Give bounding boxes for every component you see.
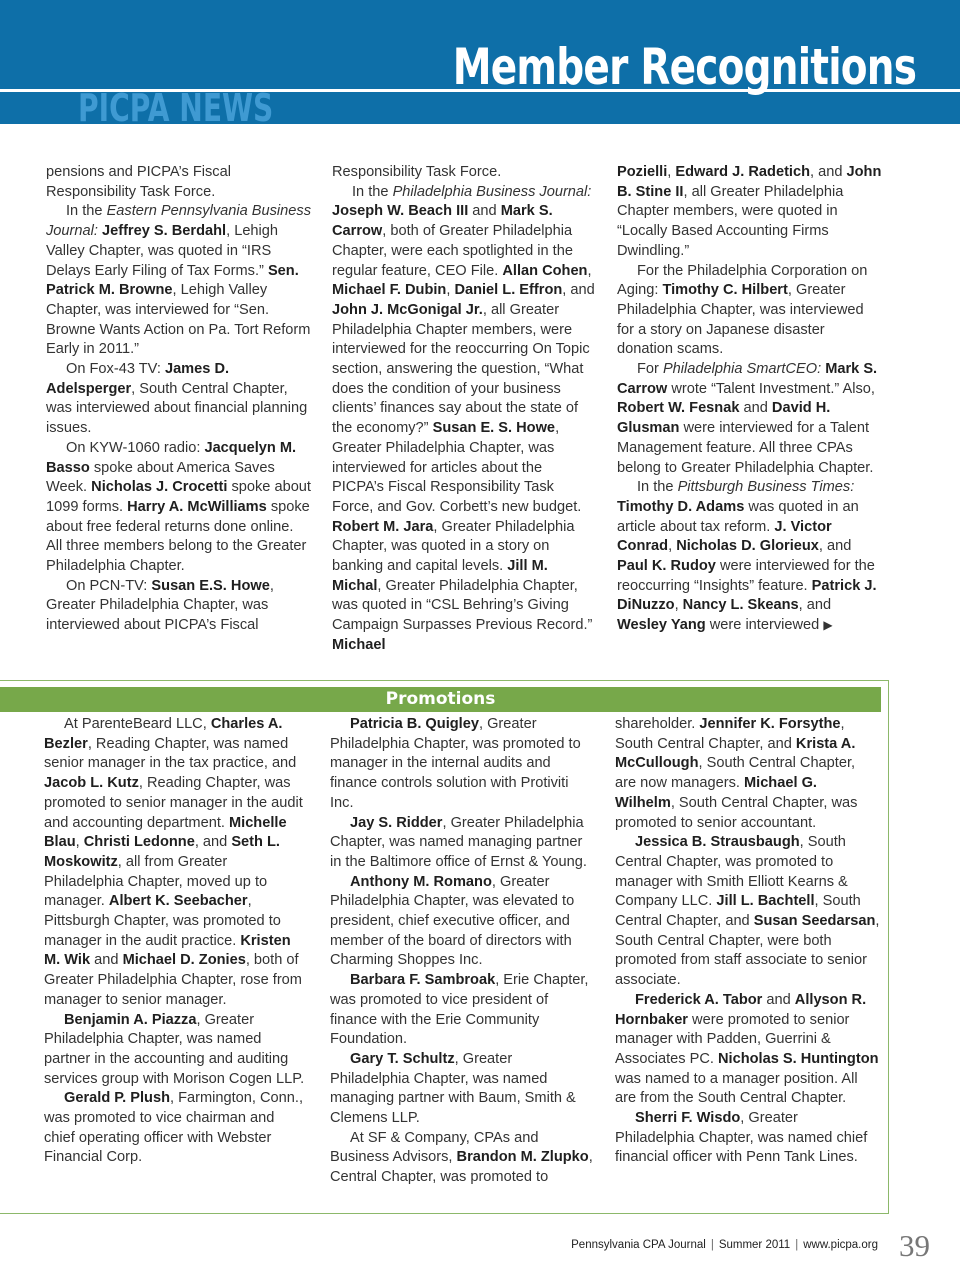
promotions-column-3: shareholder. Jennifer K. Forsythe, South Central Chapter, and Krista A. McCullough, South Central Chapter, are now managers. Michael G. Wilhelm, South Central Chapter, was promoted to senior accountant. Jessica B. Strausbaugh, South Central Chapter, was promoted to manager with Smith Elliott Kearns & Company LLC. Jill L. Bachtell, South Central Chapter, and Susan Seedarsan, South Central Chapter, were both promoted from staff associate to senior associate. Frederick A. Tabor and Allyson R. Hornbaker were promoted to senior manager with Padden, Guerrini & Associates PC. Nicholas S. Huntington was named to a manager position. All are from the South Central Chapter. Sherri F. Wisdo, Greater Philadelphia Chapter, was named chief financial officer with Penn Tank Lines. — [615, 716, 880, 1166]
recognitions-column-2: Responsibility Task Force. In the Philadelphia Business Journal: Joseph W. Beach III and Mark S. Carrow, both of Greater Philadelphia Chapter, were each spotlighted in the regular feature, CEO File. Allan Cohen, Michael F. Dubin, Daniel L. Effron, and John J. McGonigal Jr., all Greater Philadelphia Chapter members, were interviewed for the reoccurring On Topic section, answering the question, “What does the condition of your business clients’ finances say about the state of the economy?” Susan E. S. Howe, Greater Philadelphia Chapter, was interviewed for articles about the PICPA’s Fiscal Responsibility Task Force, and Gov. Corbett’s new budget. Robert M. Jara, Greater Philadelphia Chapter, was quoted in a story on banking and capital levels. Jill M. Michal, Greater Philadelphia Chapter, was quoted in “CSL Behring’s Giving Campaign Surpasses Previous Record.” Michael — [332, 164, 595, 653]
promotions-heading: Promotions — [0, 687, 881, 712]
footer-issue: Summer 2011 — [718, 1239, 791, 1251]
promotions-column-1: At ParenteBeard LLC, Charles A. Bezler, Reading Chapter, was named senior manager in the tax practice, and Jacob L. Kutz, Reading Chapter, was promoted to senior manager in the audit and accounting department. Michelle Blau, Christi Ledonne, and Seth L. Moskowitz, all from Greater Philadelphia Chapter, moved up to manager. Albert K. Seebacher, Pittsburgh Chapter, was promoted to manager in the audit practice. Kristen M. Wik and Michael D. Zonies, both of Greater Philadelphia Chapter, rose from manager to senior manager. Benjamin A. Piazza, Greater Philadelphia Chapter, was named partner in the accounting and auditing services group with Morison Cogen LLP. Gerald P. Plush, Farmington, Conn., was promoted to vice chairman and chief operating officer with Webster Financial Corp. — [44, 716, 305, 1166]
page-title: Member Recognitions — [452, 38, 916, 96]
promotions-column-2: Patricia B. Quigley, Greater Philadelphia Chapter, was promoted to manager in the internal audits and finance controls solution with Protiviti Inc. Jay S. Ridder, Greater Philadelphia Chapter, was named managing partner in the Baltimore office of Ernst & Young. Anthony M. Romano, Greater Philadelphia Chapter, was elevated to president, chief executive officer, and member of the board of directors with Charming Shoppes Inc. Barbara F. Sambroak, Erie Chapter, was promoted to vice president of finance with the Erie Community Foundation. Gary T. Schultz, Greater Philadelphia Chapter, was named managing partner with Baum, Smith & Clemens LLP. At SF & Company, CPAs and Business Advisors, Brandon M. Zlupko, Central Chapter, was promoted to — [330, 716, 593, 1186]
footer-website: www.picpa.org — [803, 1239, 878, 1251]
page-number: 39 — [899, 1228, 930, 1263]
header-banner — [0, 0, 960, 130]
footer: Pennsylvania CPA Journal | Summer 2011 | www.picpa.org — [571, 1239, 878, 1251]
footer-publication: Pennsylvania CPA Journal — [571, 1239, 706, 1251]
section-brand: PICPA NEWS — [78, 86, 274, 130]
recognitions-column-3: Pozielli, Edward J. Radetich, and John B. Stine II, all Greater Philadelphia Chapter members, were quoted in “Locally Based Accounting Firms Dwindling.” For the Philadelphia Corporation on Aging: Timothy C. Hilbert, Greater Philadelphia Chapter, was interviewed for a story on Japanese disaster donation scams. For Philadelphia SmartCEO: Mark S. Carrow wrote “Talent Investment.” Also, Robert W. Fesnak and David H. Glusman were interviewed for a Talent Management feature. All three CPAs belong to Greater Philadelphia Chapter. In the Pittsburgh Business Times: Timothy D. Adams was quoted in an article about tax reform. J. Victor Conrad, Nicholas D. Glorieux, and Paul K. Rudoy were interviewed for the reoccurring “Insights” feature. Patrick J. DiNuzzo, Nancy L. Skeans, and Wesley Yang were interviewed ▶ — [617, 164, 882, 634]
recognitions-column-1: pensions and PICPA’s Fiscal Responsibility Task Force. In the Eastern Pennsylvania Business Journal: Jeffrey S. Berdahl, Lehigh Valley Chapter, was quoted in “IRS Delays Early Filing of Tax Forms.” Sen. Patrick M. Browne, Lehigh Valley Chapter, was interviewed for “Sen. Browne Wants Action on Pa. Tort Reform Early in 2011.” On Fox-43 TV: James D. Adelsperger, South Central Chapter, was interviewed about financial planning issues. On KYW-1060 radio: Jacquelyn M. Basso spoke about America Saves Week. Nicholas J. Crocetti spoke about 1099 forms. Harry A. McWilliams spoke about free federal returns done online. All three members belong to the Greater Philadelphia Chapter. On PCN-TV: Susan E.S. Howe, Greater Philadelphia Chapter, was interviewed about PICPA’s Fiscal — [46, 164, 312, 634]
continue-arrow-icon: ▶ — [823, 618, 833, 633]
